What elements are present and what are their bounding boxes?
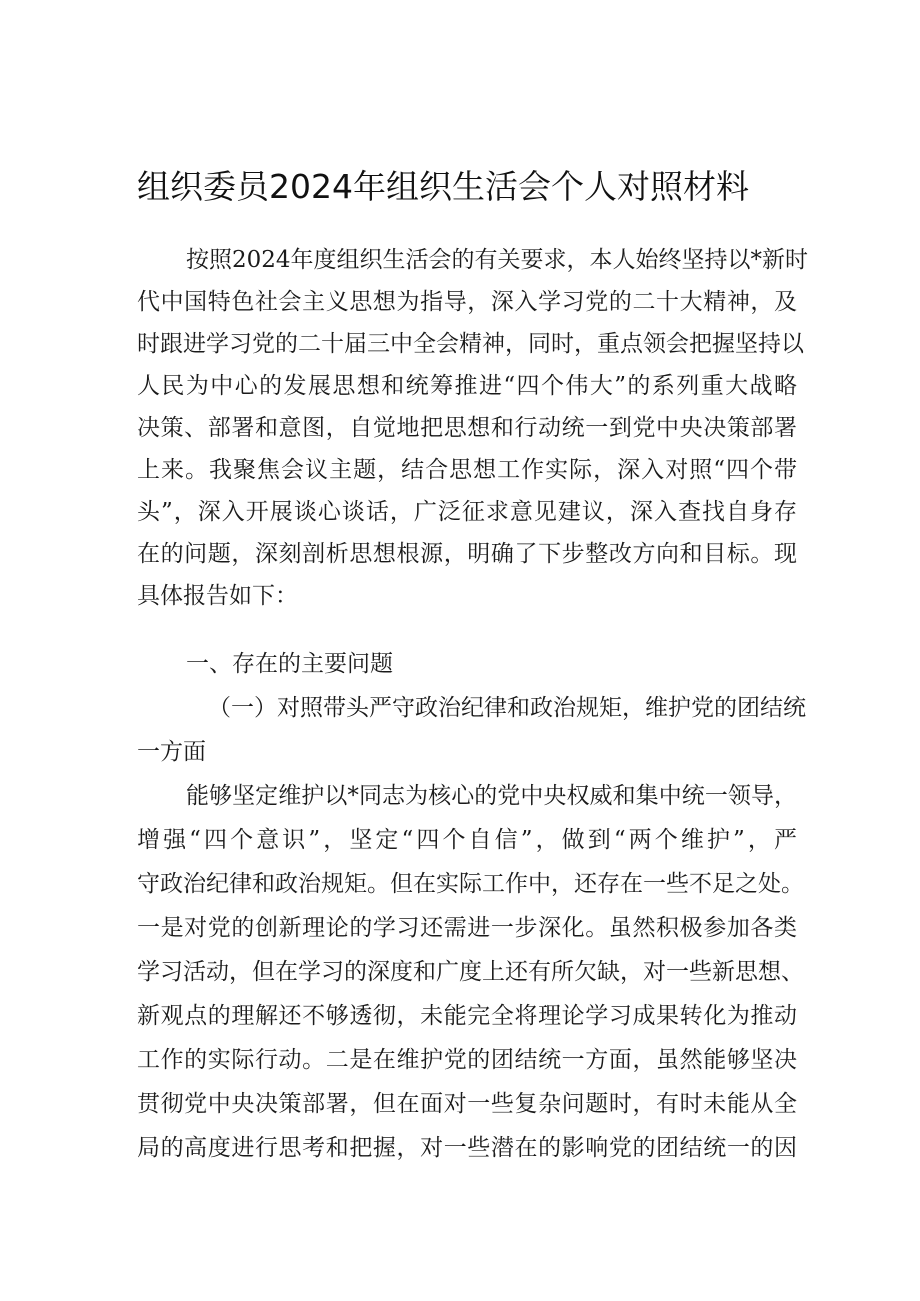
subsection-heading-line: （一）对照带头严守政治纪律和政治规矩，维护党的团结统 [208,695,806,721]
subsection-heading-line: 一方面 [137,739,206,765]
body-line: 新观点的理解还不够透彻，未能完全将理论学习成果转化为推动 [137,1003,797,1029]
body-line: 一是对党的创新理论的学习还需进一步深化。虽然积极参加各类 [137,915,797,941]
intro-line: 人民为中心的发展思想和统筹推进“四个伟大”的系列重大战略 [137,373,797,399]
intro-line: 时跟进学习党的二十届三中全会精神，同时，重点领会把握坚持以 [137,331,804,357]
intro-line: 决策、部署和意图，自觉地把思想和行动统一到党中央决策部署 [137,415,797,441]
intro-line: 具体报告如下： [137,583,298,609]
intro-line: 头”，深入开展谈心谈话，广泛征求意见建议，深入查找自身存 [137,499,797,525]
intro-line: 在的问题，深刻剖析思想根源，明确了下步整改方向和目标。现 [137,541,797,567]
body-line: 贯彻党中央决策部署，但在面对一些复杂问题时，有时未能从全 [137,1091,797,1117]
intro-line: 按照2024年度组织生活会的有关要求，本人始终坚持以*新时 [186,247,809,273]
body-line: 增强“四个意识”，坚定“四个自信”，做到“两个维护”，严 [137,827,797,853]
section-heading: 一、存在的主要问题 [186,651,393,677]
body-line: 局的高度进行思考和把握，对一些潜在的影响党的团结统一的因 [137,1135,797,1161]
body-line: 工作的实际行动。二是在维护党的团结统一方面，虽然能够坚决 [137,1047,797,1073]
document-title: 组织委员2024年组织生活会个人对照材料 [137,167,749,206]
body-line: 学习活动，但在学习的深度和广度上还有所欠缺，对一些新思想、 [137,959,804,985]
body-line: 守政治纪律和政治规矩。但在实际工作中，还存在一些不足之处。 [137,871,804,897]
body-line: 能够坚定维护以*同志为核心的党中央权威和集中统一领导， [186,783,797,809]
intro-line: 上来。我聚焦会议主题，结合思想工作实际，深入对照“四个带 [137,457,797,483]
intro-line: 代中国特色社会主义思想为指导，深入学习党的二十大精神，及 [137,289,797,315]
